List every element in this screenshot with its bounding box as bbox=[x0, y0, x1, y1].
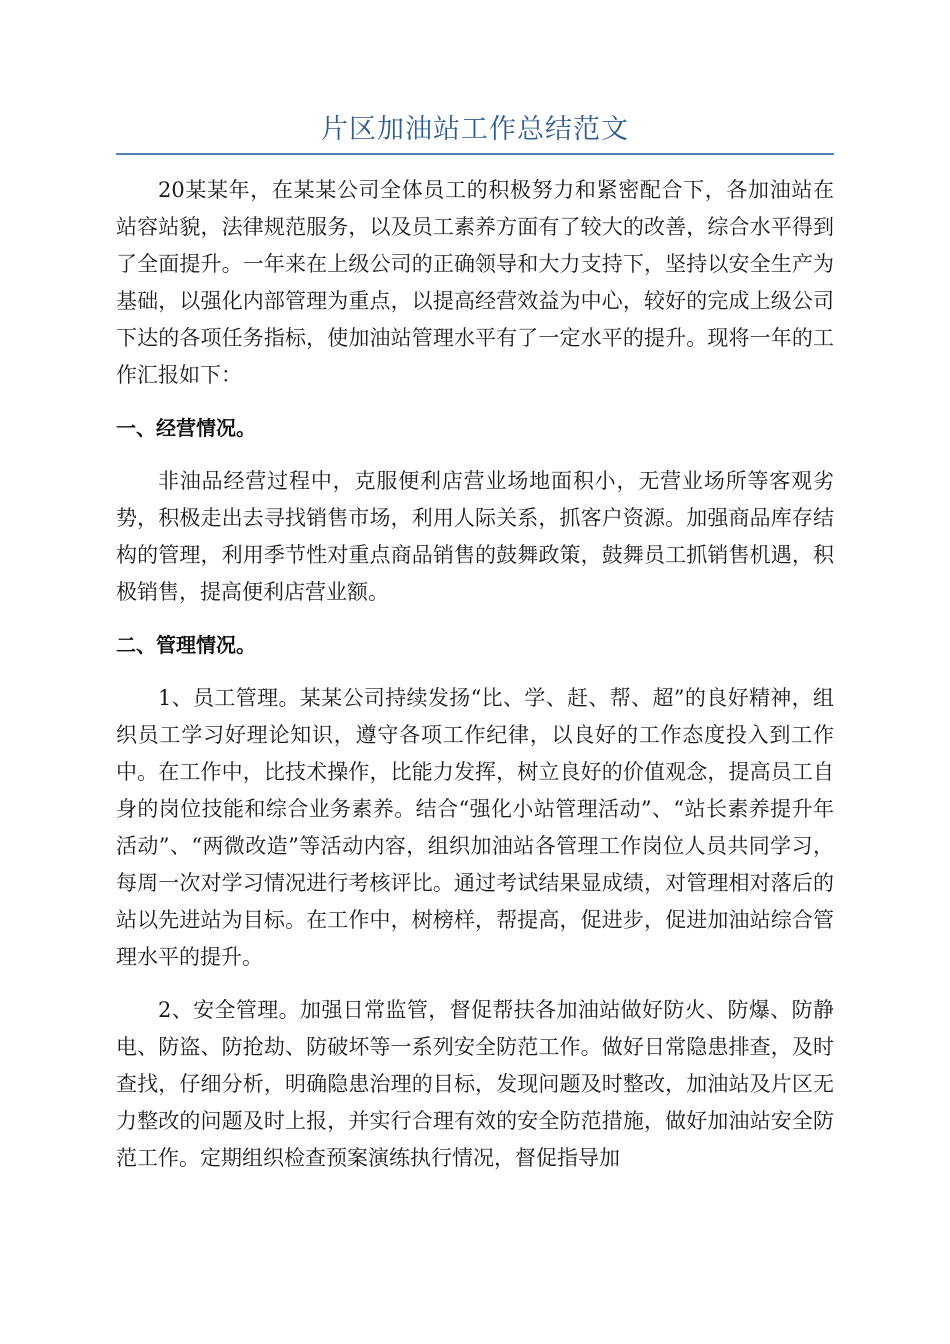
staff-management-paragraph: 1、员工管理。某某公司持续发扬“比、学、赶、帮、超”的良好精神，组织员工学习好理论知识，遵守各项工作纪律，以良好的工作态度投入到工作中。在工作中，比技术操作，比能力发挥，树立良好的价值观念，提高员工自身的岗位技能和综合业务素养。结合“强化小站管理活动”、“站长素养提升年活动”、“两微改造”等活动内容，组织加油站各管理工作岗位人员共同学习，每周一次对学习情况进行考核评比。通过考试结果显成绩，对管理相对落后的站以先进站为目标。在工作中，树榜样，帮提高，促进步，促进加油站综合管理水平的提升。 bbox=[116, 686, 834, 969]
title-underline bbox=[116, 153, 834, 155]
safety-management-paragraph: 2、安全管理。加强日常监管，督促帮扶各加油站做好防火、防爆、防静电、防盗、防抢劫、防破坏等一系列安全防范工作。做好日常隐患排查，及时查找，仔细分析，明确隐患治理的目标，发现问题及时整改，加油站及片区无力整改的问题及时上报，并实行合理有效的安全防范措施，做好加油站安全防范工作。定期组织检查预案演练执行情况，督促指导加 bbox=[116, 998, 834, 1170]
document-body bbox=[116, 172, 834, 1177]
intro-paragraph: 20某某年，在某某公司全体员工的积极努力和紧密配合下，各加油站在站容站貌，法律规范服务，以及员工素养方面有了较大的改善，综合水平得到了全面提升。一年来在上级公司的正确领导和大力支持下，坚持以安全生产为基础，以强化内部管理为重点，以提高经营效益为中心，较好的完成上级公司下达的各项任务指标，使加油站管理水平有了一定水平的提升。现将一年的工作汇报如下： bbox=[116, 178, 834, 387]
section-heading-management: 二、管理情况。 bbox=[116, 633, 256, 657]
document-title: 片区加油站工作总结范文 bbox=[321, 114, 629, 145]
section-heading-operations: 一、经营情况。 bbox=[116, 416, 256, 440]
operations-paragraph: 非油品经营过程中，克服便利店营业场地面积小，无营业场所等客观劣势，积极走出去寻找销售市场，利用人际关系，抓客户资源。加强商品库存结构的管理，利用季节性对重点商品销售的鼓舞政策，鼓舞员工抓销售机遇，积极销售，提高便利店营业额。 bbox=[116, 469, 834, 604]
